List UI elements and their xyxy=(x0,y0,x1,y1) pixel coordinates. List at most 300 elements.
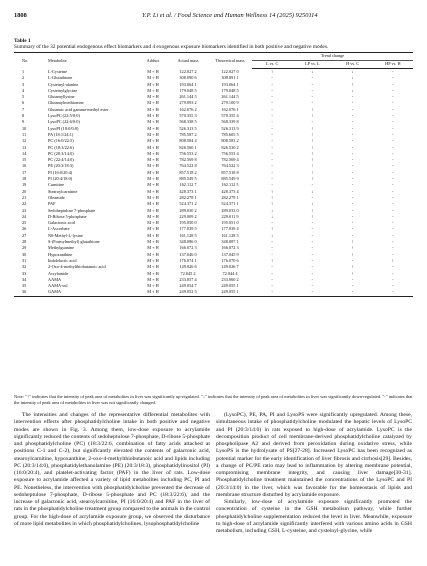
trend-hp-vs-h-cell: - xyxy=(392,163,394,169)
metabolite-name-cell: AAMA-sul xyxy=(48,283,68,289)
row-number-cell: 4 xyxy=(22,87,25,93)
metabolite-name-cell: Indolelactic acid xyxy=(48,257,77,263)
row-number-cell: 7 xyxy=(22,106,25,112)
trend-l-vs-c-cell: - xyxy=(271,276,273,282)
body-paragraph: The intensities and changes of the representative differential metabolites with intervention effects after phosphatidylcholine intake in both positive and negative modes are shown in Fig. 3. Among them, low-dose exposure to acrylamide significantly reduced the contents of sedoheptulose 7-phosphate, D-ribose 5-phosphate and phosphatidylcholine (PC) (18:3/22:6, combination of fatty acids attached at positions C-1 and C-2), but significantly elevated the contents of galactonic acid, stearoylcarnitine, hypoxanthine, 2-oxo-4-methylthiobutanoic acid and lipids including PC (20:3/14:0), phosphatidylethanolamine (PE) (20:3/18:3), phosphatidylinositol (PI) (16:0/20:4), and platelet-activating factor (PAF) in the liver of rats. Low-dose exposure to acrylamide affected a variety of lipid metabolites including PC, PI and PE. Nonetheless, the intervention with phosphatidylcholine prevented the decrease of sedoheptulose 7-phosphate, D-ribose 5-phosphate and PC (18:3/22:6), and the increase of galactonic acid, stearoylcarnitine, PI (16:0/20:4) and PAF in the liver of rats in the phosphatidylcholine treatment group compared to the animals in the control group. For the high-dose of acrylamide exposure group, we observed the disturbance of more lipid metabolites in which phosphatidylcholines, lysophosphatidylcholine xyxy=(14,412,210,527)
metabolite-name-cell: Glutamylmethionine xyxy=(48,100,84,106)
theoretical-mass-cell: 229.011 9 xyxy=(221,213,239,219)
adduct-cell: M + H xyxy=(147,226,159,232)
trend-lp-vs-l-cell: - xyxy=(311,251,314,257)
adduct-cell: M + H xyxy=(147,264,159,270)
row-number-cell: 9 xyxy=(22,119,25,125)
metabolite-name-cell: Oleamide xyxy=(48,194,65,200)
row-number-cell: 29 xyxy=(22,245,27,251)
col-header-hp-vs-h: HP vs. H xyxy=(373,61,413,69)
actual-mass-cell: 233.057 4 xyxy=(179,276,197,282)
actual-mass-cell: 193.064 1 xyxy=(179,81,197,87)
trend-l-vs-c-cell: - xyxy=(271,119,273,125)
trend-hp-vs-h-cell: - xyxy=(392,207,394,213)
theoretical-mass-cell: 137.045 9 xyxy=(221,251,239,257)
metabolite-name-cell: Hypoxanthine xyxy=(48,251,73,257)
actual-mass-cell: 162.112 7 xyxy=(179,182,197,188)
trend-hp-vs-h-cell: - xyxy=(373,289,413,296)
metabolite-name-cell: PC (18:3/22:6) xyxy=(48,144,74,150)
trend-lp-vs-l-cell: ↑ xyxy=(311,138,314,144)
trend-lp-vs-l-cell: ↑ xyxy=(311,207,314,213)
biomarker-table xyxy=(14,52,413,297)
actual-mass-cell: 308.090 6 xyxy=(179,75,197,81)
trend-lp-vs-l-cell: ↑ xyxy=(311,163,314,169)
trend-lp-vs-l-cell: - xyxy=(311,194,314,200)
adduct-cell: M + H xyxy=(147,182,159,188)
row-number-cell: 28 xyxy=(22,239,27,245)
trend-h-vs-c-cell: ↓ xyxy=(351,75,354,81)
actual-mass-cell: 279.093 2 xyxy=(179,100,197,106)
trend-h-vs-c-cell: - xyxy=(351,131,354,137)
theoretical-mass-cell: 808.583 2 xyxy=(221,138,239,144)
trend-h-vs-c-cell: - xyxy=(351,157,354,163)
adduct-cell: M + H xyxy=(147,213,159,219)
theoretical-mass-cell: 279.100 9 xyxy=(221,100,239,106)
trend-hp-vs-h-cell: - xyxy=(392,157,394,163)
theoretical-mass-cell: 526.313 9 xyxy=(221,125,239,131)
trend-l-vs-c-cell: - xyxy=(271,245,273,251)
trend-l-vs-c-cell: - xyxy=(271,182,273,188)
metabolite-name-cell: Cysteinylglycine xyxy=(48,87,78,93)
trend-lp-vs-l-cell: ↑ xyxy=(311,157,314,163)
adduct-cell: M + H xyxy=(147,138,159,144)
trend-l-vs-c-cell: ↑ xyxy=(271,69,274,74)
row-number-cell: 24 xyxy=(22,213,27,219)
trend-lp-vs-l-cell: - xyxy=(311,94,314,100)
actual-mass-cell: 289.030 2 xyxy=(179,207,197,213)
trend-h-vs-c-cell: - xyxy=(333,289,373,296)
adduct-cell: M + H xyxy=(147,245,159,251)
theoretical-mass-cell: 179.048 5 xyxy=(221,87,239,93)
theoretical-mass-cell: 249.055 1 xyxy=(221,283,239,289)
col-header-metabolite: Metabolite xyxy=(34,53,138,69)
metabolite-name-cell: PE (20:3/18:3) xyxy=(48,163,74,169)
theoretical-mass-cell: 122.027 0 xyxy=(221,68,239,74)
theoretical-mass-cell: 195.051 0 xyxy=(221,220,239,226)
trend-l-vs-c-cell: - xyxy=(271,100,273,106)
adduct-cell: M + H xyxy=(147,150,159,156)
trend-h-vs-c-cell: - xyxy=(351,194,354,200)
row-number-cell: 11 xyxy=(22,131,27,137)
row-number-cell: 15 xyxy=(22,157,27,163)
trend-h-vs-c-cell: - xyxy=(351,125,354,131)
theoretical-mass-cell: 177.039 4 xyxy=(221,226,239,232)
trend-lp-vs-l-cell: - xyxy=(311,87,314,93)
trend-l-vs-c-cell: - xyxy=(271,150,273,156)
adduct-cell: M + H xyxy=(147,194,159,200)
metabolite-name-cell: LysoPC (22:5/0:0) xyxy=(48,113,80,119)
theoretical-mass-cell: 176.070 6 xyxy=(221,257,239,263)
trend-hp-vs-h-cell: - xyxy=(392,270,394,276)
trend-l-vs-c-cell: ↑ xyxy=(271,194,274,200)
trend-h-vs-c-cell: - xyxy=(351,226,354,232)
trend-l-vs-c-cell: - xyxy=(271,94,273,100)
metabolite-name-cell: PA (18:1/24:1) xyxy=(48,131,74,137)
trend-h-vs-c-cell: - xyxy=(351,257,354,263)
actual-mass-cell: 282.278 1 xyxy=(179,194,197,200)
adduct-cell: M + H xyxy=(147,169,159,175)
theoretical-mass-cell: 568.339 8 xyxy=(221,119,239,125)
adduct-cell: M + H xyxy=(147,220,159,226)
trend-lp-vs-l-cell: - xyxy=(311,239,314,245)
trend-lp-vs-l-cell: - xyxy=(311,182,314,188)
trend-h-vs-c-cell: ↓ xyxy=(351,87,354,93)
trend-h-vs-c-cell: - xyxy=(351,169,354,175)
trend-lp-vs-l-cell: ↓ xyxy=(311,188,314,194)
trend-lp-vs-l-cell: ↑ xyxy=(311,144,314,150)
trend-h-vs-c-cell: ↑ xyxy=(351,245,354,251)
row-number-cell: 21 xyxy=(22,194,27,200)
trend-h-vs-c-cell: ↑ xyxy=(351,270,354,276)
metabolite-name-cell: AAMA xyxy=(48,276,62,282)
trend-hp-vs-h-cell: - xyxy=(392,113,394,119)
trend-l-vs-c-cell: - xyxy=(252,289,292,296)
actual-mass-cell: 177.039 5 xyxy=(179,226,197,232)
table-label: Table 1 xyxy=(14,38,31,44)
row-number-cell: 14 xyxy=(22,150,27,156)
metabolite-name-cell: Sedoheptulose 7-phosphate xyxy=(48,207,96,213)
actual-mass-cell: 756.553 2 xyxy=(179,150,197,156)
trend-hp-vs-h-cell: - xyxy=(392,226,394,232)
trend-hp-vs-h-cell: - xyxy=(392,131,394,137)
table-body xyxy=(14,69,413,297)
trend-lp-vs-l-cell: ↓ xyxy=(311,69,314,74)
col-header-h-vs-c: H vs. C xyxy=(333,61,373,69)
actual-mass-cell: 857.518 2 xyxy=(179,169,197,175)
trend-h-vs-c-cell: - xyxy=(351,182,354,188)
trend-hp-vs-h-cell: - xyxy=(392,94,394,100)
theoretical-mass-cell: 261.144 5 xyxy=(221,94,239,100)
trend-hp-vs-h-cell: - xyxy=(392,69,394,74)
trend-lp-vs-l-cell: - xyxy=(311,232,314,238)
trend-h-vs-c-cell: - xyxy=(351,201,354,207)
row-number-cell: 35 xyxy=(22,283,27,289)
metabolite-name-cell: S-(Formylmethyl) glutathione xyxy=(48,239,100,245)
actual-mass-cell: 885.549 5 xyxy=(179,176,197,182)
trend-l-vs-c-cell: - xyxy=(271,113,273,119)
actual-mass-cell: 568.338 5 xyxy=(179,119,197,125)
adduct-cell: M + H xyxy=(147,201,159,207)
trend-hp-vs-h-cell: - xyxy=(392,283,394,289)
adduct-cell: M + H xyxy=(147,163,159,169)
actual-mass-cell: 72.045 2 xyxy=(180,270,196,276)
adduct-cell: M + H xyxy=(147,157,159,163)
metabolite-name-cell: Cysteinyl-alanine xyxy=(48,81,79,87)
trend-l-vs-c-cell: - xyxy=(271,125,273,131)
trend-lp-vs-l-cell: ↓ xyxy=(311,201,314,207)
row-number-cell: 1 xyxy=(22,68,25,74)
row-number-cell: 23 xyxy=(22,207,27,213)
trend-hp-vs-h-cell: - xyxy=(392,264,394,270)
adduct-cell: M + H xyxy=(147,144,159,150)
trend-hp-vs-h-cell: - xyxy=(392,75,394,81)
trend-lp-vs-l-cell: - xyxy=(311,100,314,106)
adduct-cell: M + H xyxy=(147,232,159,238)
theoretical-mass-cell: 756.553 4 xyxy=(221,150,239,156)
trend-l-vs-c-cell: - xyxy=(271,283,273,289)
theoretical-mass-cell: 524.371 1 xyxy=(221,201,239,207)
row-number-cell: 25 xyxy=(22,220,27,226)
trend-hp-vs-h-cell: - xyxy=(392,232,394,238)
page-header xyxy=(14,12,413,22)
metabolite-name-cell: LysoPI (18:0/0:0) xyxy=(48,125,79,131)
metabolite-name-cell: Methylguanine xyxy=(48,245,75,251)
metabolite-name-cell: GAMA xyxy=(34,289,138,296)
actual-mass-cell: 149.026 6 xyxy=(179,264,197,270)
col-header-actual-mass: Actual mass xyxy=(168,53,208,69)
trend-h-vs-c-cell: ↑ xyxy=(351,81,354,87)
col-header-no: No. xyxy=(14,53,34,69)
row-number-cell: 22 xyxy=(22,201,27,207)
trend-l-vs-c-cell: - xyxy=(271,251,273,257)
theoretical-mass-cell: 161.128 5 xyxy=(221,232,239,238)
actual-mass-cell: 570.355 3 xyxy=(179,113,197,119)
metabolite-name-cell: L-Cysteine xyxy=(48,68,68,74)
adduct-cell: M + H xyxy=(147,176,159,182)
trend-lp-vs-l-cell: - xyxy=(292,289,332,296)
metabolite-name-cell: PC (20:3/14:0) xyxy=(48,150,74,156)
trend-hp-vs-h-cell: - xyxy=(392,144,394,150)
trend-h-vs-c-cell: - xyxy=(351,207,354,213)
row-number-cell: 26 xyxy=(22,226,27,232)
metabolite-name-cell: Galactonic acid xyxy=(48,220,75,226)
row-number-cell: 3 xyxy=(22,81,25,87)
adduct-cell: M + H xyxy=(147,94,159,100)
trend-l-vs-c-cell: ↑ xyxy=(271,226,274,232)
actual-mass-cell: 176.074 1 xyxy=(179,257,197,263)
trend-hp-vs-h-cell: - xyxy=(392,125,394,131)
theoretical-mass-cell: 570.355 4 xyxy=(221,113,239,119)
metabolite-name-cell: 2-Oxo-4-methylthiobutanoic acid xyxy=(48,264,106,270)
theoretical-mass-cell: 857.518 8 xyxy=(221,169,239,175)
actual-mass-cell: 249.052 5 xyxy=(168,289,208,296)
trend-l-vs-c-cell: - xyxy=(271,176,273,182)
trend-h-vs-c-cell: - xyxy=(351,144,354,150)
trend-h-vs-c-cell: - xyxy=(351,232,354,238)
adduct-cell: M + H xyxy=(147,270,159,276)
col-header-trend-change: Trend change xyxy=(252,53,413,61)
trend-h-vs-c-cell: - xyxy=(351,220,354,226)
actual-mass-cell: 826.560 1 xyxy=(179,144,197,150)
adduct-cell: M + H xyxy=(147,68,159,74)
trend-l-vs-c-cell: - xyxy=(271,138,273,144)
adduct-cell: M + H xyxy=(147,207,159,213)
trend-hp-vs-h-cell: - xyxy=(392,119,394,125)
trend-hp-vs-h-cell: - xyxy=(392,245,394,251)
metabolite-name-cell: Stearoylcarnitine xyxy=(48,188,78,194)
trend-l-vs-c-cell: ↑ xyxy=(271,188,274,194)
body-paragraph: (LysoPC), PE, PA, PI and LysoPS were significantly upregulated. Among these, simultaneous intake of phosphatidylcholine modulated the hepatic levels of LysoPC and PI (20:3/14:0) in rats exposed to high-dose of acrylamide. LysoPC is the decomposition product of cell membrane-derived phosphatidylcholine catalyzed by phospholipase A2 and derived from peroxidation during oxidative stress, while LysoPS is the hydrolysate of PS[27-28]. Increased LysoPC has been recognized as potential marker for the early identification of liver fibrosis and cirrhosis[29]. Besides, a change of PC/PE ratio may lead to inflammation by altering membrane potential, compromising membrane integrity, and causing liver damage[30-31]. Phosphatidylcholine treatment maintained the concentrations of the LysoPC and PI (20:3/14:0) in the liver, which was favorable for the homeostasis of lipids and membrane structure disturbed by acrylamide exposure. xyxy=(216,412,412,498)
metabolite-name-cell: PAF xyxy=(48,201,56,207)
theoretical-mass-cell: 162.112 5 xyxy=(221,182,239,188)
trend-hp-vs-h-cell: - xyxy=(392,182,394,188)
trend-lp-vs-l-cell: ↑ xyxy=(311,125,314,131)
trend-l-vs-c-cell: ↓ xyxy=(271,232,274,238)
metabolite-name-cell: LysoPC (22:6/0:0) xyxy=(48,119,80,125)
trend-l-vs-c-cell: - xyxy=(271,75,273,81)
trend-hp-vs-h-cell: - xyxy=(392,106,394,112)
trend-h-vs-c-cell: ↑ xyxy=(351,239,354,245)
trend-hp-vs-h-cell: - xyxy=(392,220,394,226)
actual-mass-cell: 524.371 2 xyxy=(179,201,197,207)
table-row xyxy=(14,69,413,76)
metabolite-name-cell: Carnitine xyxy=(48,182,64,188)
actual-mass-cell: 261.144 5 xyxy=(179,94,197,100)
trend-l-vs-c-cell: ↑ xyxy=(271,201,274,207)
trend-lp-vs-l-cell: ↑ xyxy=(311,176,314,182)
trend-lp-vs-l-cell: - xyxy=(311,119,314,125)
trend-h-vs-c-cell: ↑ xyxy=(351,264,354,270)
row-number-cell: 12 xyxy=(22,138,27,144)
adduct-cell: M + H xyxy=(147,239,159,245)
trend-hp-vs-h-cell: - xyxy=(392,201,394,207)
trend-l-vs-c-cell: - xyxy=(271,157,273,163)
theoretical-mass-cell: 348.087 1 xyxy=(221,239,239,245)
actual-mass-cell: 179.048 5 xyxy=(179,87,197,93)
table-row xyxy=(14,289,413,296)
col-header-l-vs-c: L vs. C xyxy=(252,61,292,69)
actual-mass-cell: 526.313 5 xyxy=(179,125,197,131)
trend-l-vs-c-cell: - xyxy=(271,81,273,87)
row-number-cell: 20 xyxy=(22,188,27,194)
adduct-cell: M + H xyxy=(147,276,159,282)
metabolite-name-cell: PI (16:0/20:4) xyxy=(48,169,73,175)
trend-l-vs-c-cell: - xyxy=(271,131,273,137)
trend-hp-vs-h-cell: - xyxy=(392,81,394,87)
trend-h-vs-c-cell: - xyxy=(351,138,354,144)
theoretical-mass-cell: 782.569 4 xyxy=(221,157,239,163)
adduct-cell: M + H xyxy=(147,251,159,257)
trend-l-vs-c-cell: - xyxy=(271,270,273,276)
adduct-cell: M + H xyxy=(147,81,159,87)
adduct-cell: M + H xyxy=(147,75,159,81)
trend-lp-vs-l-cell: ↑ xyxy=(311,213,314,219)
theoretical-mass-cell: 428.373 4 xyxy=(221,188,239,194)
row-number-cell: 18 xyxy=(22,176,27,182)
trend-l-vs-c-cell: - xyxy=(271,106,273,112)
row-number-cell: 17 xyxy=(22,169,27,175)
actual-mass-cell: 428.373 1 xyxy=(179,188,197,194)
row-number-cell: 13 xyxy=(22,144,27,150)
trend-h-vs-c-cell: - xyxy=(351,150,354,156)
body-column-right xyxy=(216,412,412,535)
metabolite-name-cell: PI (20:4/18:0) xyxy=(48,176,73,182)
trend-lp-vs-l-cell: ↑ xyxy=(311,131,314,137)
adduct-cell: M + H xyxy=(147,119,159,125)
trend-h-vs-c-cell: - xyxy=(351,176,354,182)
trend-lp-vs-l-cell: - xyxy=(311,257,314,263)
table-note: Note: "↑" indicates that the intensity of peak area of metabolites in liver was significantly up-regulated. "↓" indicates that the intensity of peak area of metabolites in liver was significantly down-regulated. "-" indicates that the intensity of peak area of metabolites in liver was not significantly changed. xyxy=(14,394,413,405)
trend-hp-vs-h-cell: - xyxy=(392,150,394,156)
metabolite-name-cell: Acrylamide xyxy=(48,270,69,276)
actual-mass-cell: 166.072 3 xyxy=(179,245,197,251)
metabolite-name-cell: L-Glutathione xyxy=(48,75,73,81)
adduct-cell: M + H xyxy=(147,188,159,194)
theoretical-mass-cell: 826.530 2 xyxy=(221,144,239,150)
row-number-cell: 6 xyxy=(22,100,25,106)
body-column-left xyxy=(14,412,210,528)
adduct-cell: M + H xyxy=(147,131,159,137)
table-caption-text: Summary of the 32 potential endogenous effect biomarkers and 4 exogenous exposure biomarkers identified in both positive and negative modes. xyxy=(14,44,329,51)
trend-l-vs-c-cell: - xyxy=(271,239,273,245)
actual-mass-cell: 785.587 2 xyxy=(179,131,197,137)
trend-lp-vs-l-cell: ↑ xyxy=(311,169,314,175)
trend-lp-vs-l-cell: ↑ xyxy=(311,106,314,112)
row-number-cell: 30 xyxy=(22,251,27,257)
actual-mass-cell: 782.569 8 xyxy=(179,157,197,163)
trend-h-vs-c-cell: - xyxy=(351,113,354,119)
theoretical-mass-cell: 72.044 4 xyxy=(222,270,238,276)
trend-lp-vs-l-cell: - xyxy=(311,270,314,276)
theoretical-mass-cell: 785.605 5 xyxy=(221,131,239,137)
theoretical-mass-cell: 764.522 3 xyxy=(221,163,239,169)
adduct-cell: M + H xyxy=(147,113,159,119)
trend-l-vs-c-cell: - xyxy=(271,163,273,169)
trend-hp-vs-h-cell: ↑ xyxy=(391,257,394,263)
row-number-cell: 36 xyxy=(14,289,34,296)
row-number-cell: 32 xyxy=(22,264,27,270)
row-number-cell: 5 xyxy=(22,94,25,100)
trend-hp-vs-h-cell: - xyxy=(392,169,394,175)
trend-lp-vs-l-cell: - xyxy=(311,226,314,232)
trend-hp-vs-h-cell: - xyxy=(392,194,394,200)
trend-hp-vs-h-cell: - xyxy=(392,176,394,182)
actual-mass-cell: 348.086 0 xyxy=(179,239,197,245)
theoretical-mass-cell: 166.072 3 xyxy=(221,245,239,251)
trend-lp-vs-l-cell: ↑ xyxy=(311,113,314,119)
trend-h-vs-c-cell: - xyxy=(351,283,354,289)
trend-h-vs-c-cell: - xyxy=(351,276,354,282)
trend-l-vs-c-cell: ↓ xyxy=(271,213,274,219)
actual-mass-cell: 161.128 5 xyxy=(179,232,197,238)
actual-mass-cell: 764.522 8 xyxy=(179,163,197,169)
actual-mass-cell: 195.050 0 xyxy=(179,220,197,226)
actual-mass-cell: 249.054 7 xyxy=(179,283,197,289)
trend-h-vs-c-cell: - xyxy=(351,119,354,125)
trend-lp-vs-l-cell: - xyxy=(311,264,314,270)
col-header-adduct: Adduct xyxy=(138,53,168,69)
metabolite-name-cell: Glutamyllysine xyxy=(48,94,75,100)
actual-mass-cell: 808.584 4 xyxy=(179,138,197,144)
metabolite-name-cell: PC (22:4/14:0) xyxy=(48,157,74,163)
theoretical-mass-cell: 308.091 1 xyxy=(221,75,239,81)
adduct-cell: M + H xyxy=(147,87,159,93)
trend-lp-vs-l-cell: - xyxy=(311,220,314,226)
theoretical-mass-cell: 282.279 1 xyxy=(221,194,239,200)
row-number-cell: 31 xyxy=(22,257,27,263)
actual-mass-cell: 122.027 2 xyxy=(179,68,197,74)
trend-l-vs-c-cell: - xyxy=(271,264,273,270)
trend-h-vs-c-cell: - xyxy=(351,188,354,194)
adduct-cell: M + H xyxy=(147,283,159,289)
theoretical-mass-cell: 249.055 1 xyxy=(208,289,252,296)
trend-hp-vs-h-cell: - xyxy=(392,239,394,245)
trend-h-vs-c-cell: ↓ xyxy=(351,69,354,74)
trend-lp-vs-l-cell: - xyxy=(311,283,314,289)
row-number-cell: 8 xyxy=(22,113,25,119)
trend-l-vs-c-cell: ↓ xyxy=(271,207,274,213)
theoretical-mass-cell: 149.026 7 xyxy=(221,264,239,270)
trend-hp-vs-h-cell: - xyxy=(392,100,394,106)
trend-lp-vs-l-cell: - xyxy=(311,81,314,87)
adduct-cell: M + H xyxy=(147,106,159,112)
adduct-cell: M + H xyxy=(147,125,159,131)
